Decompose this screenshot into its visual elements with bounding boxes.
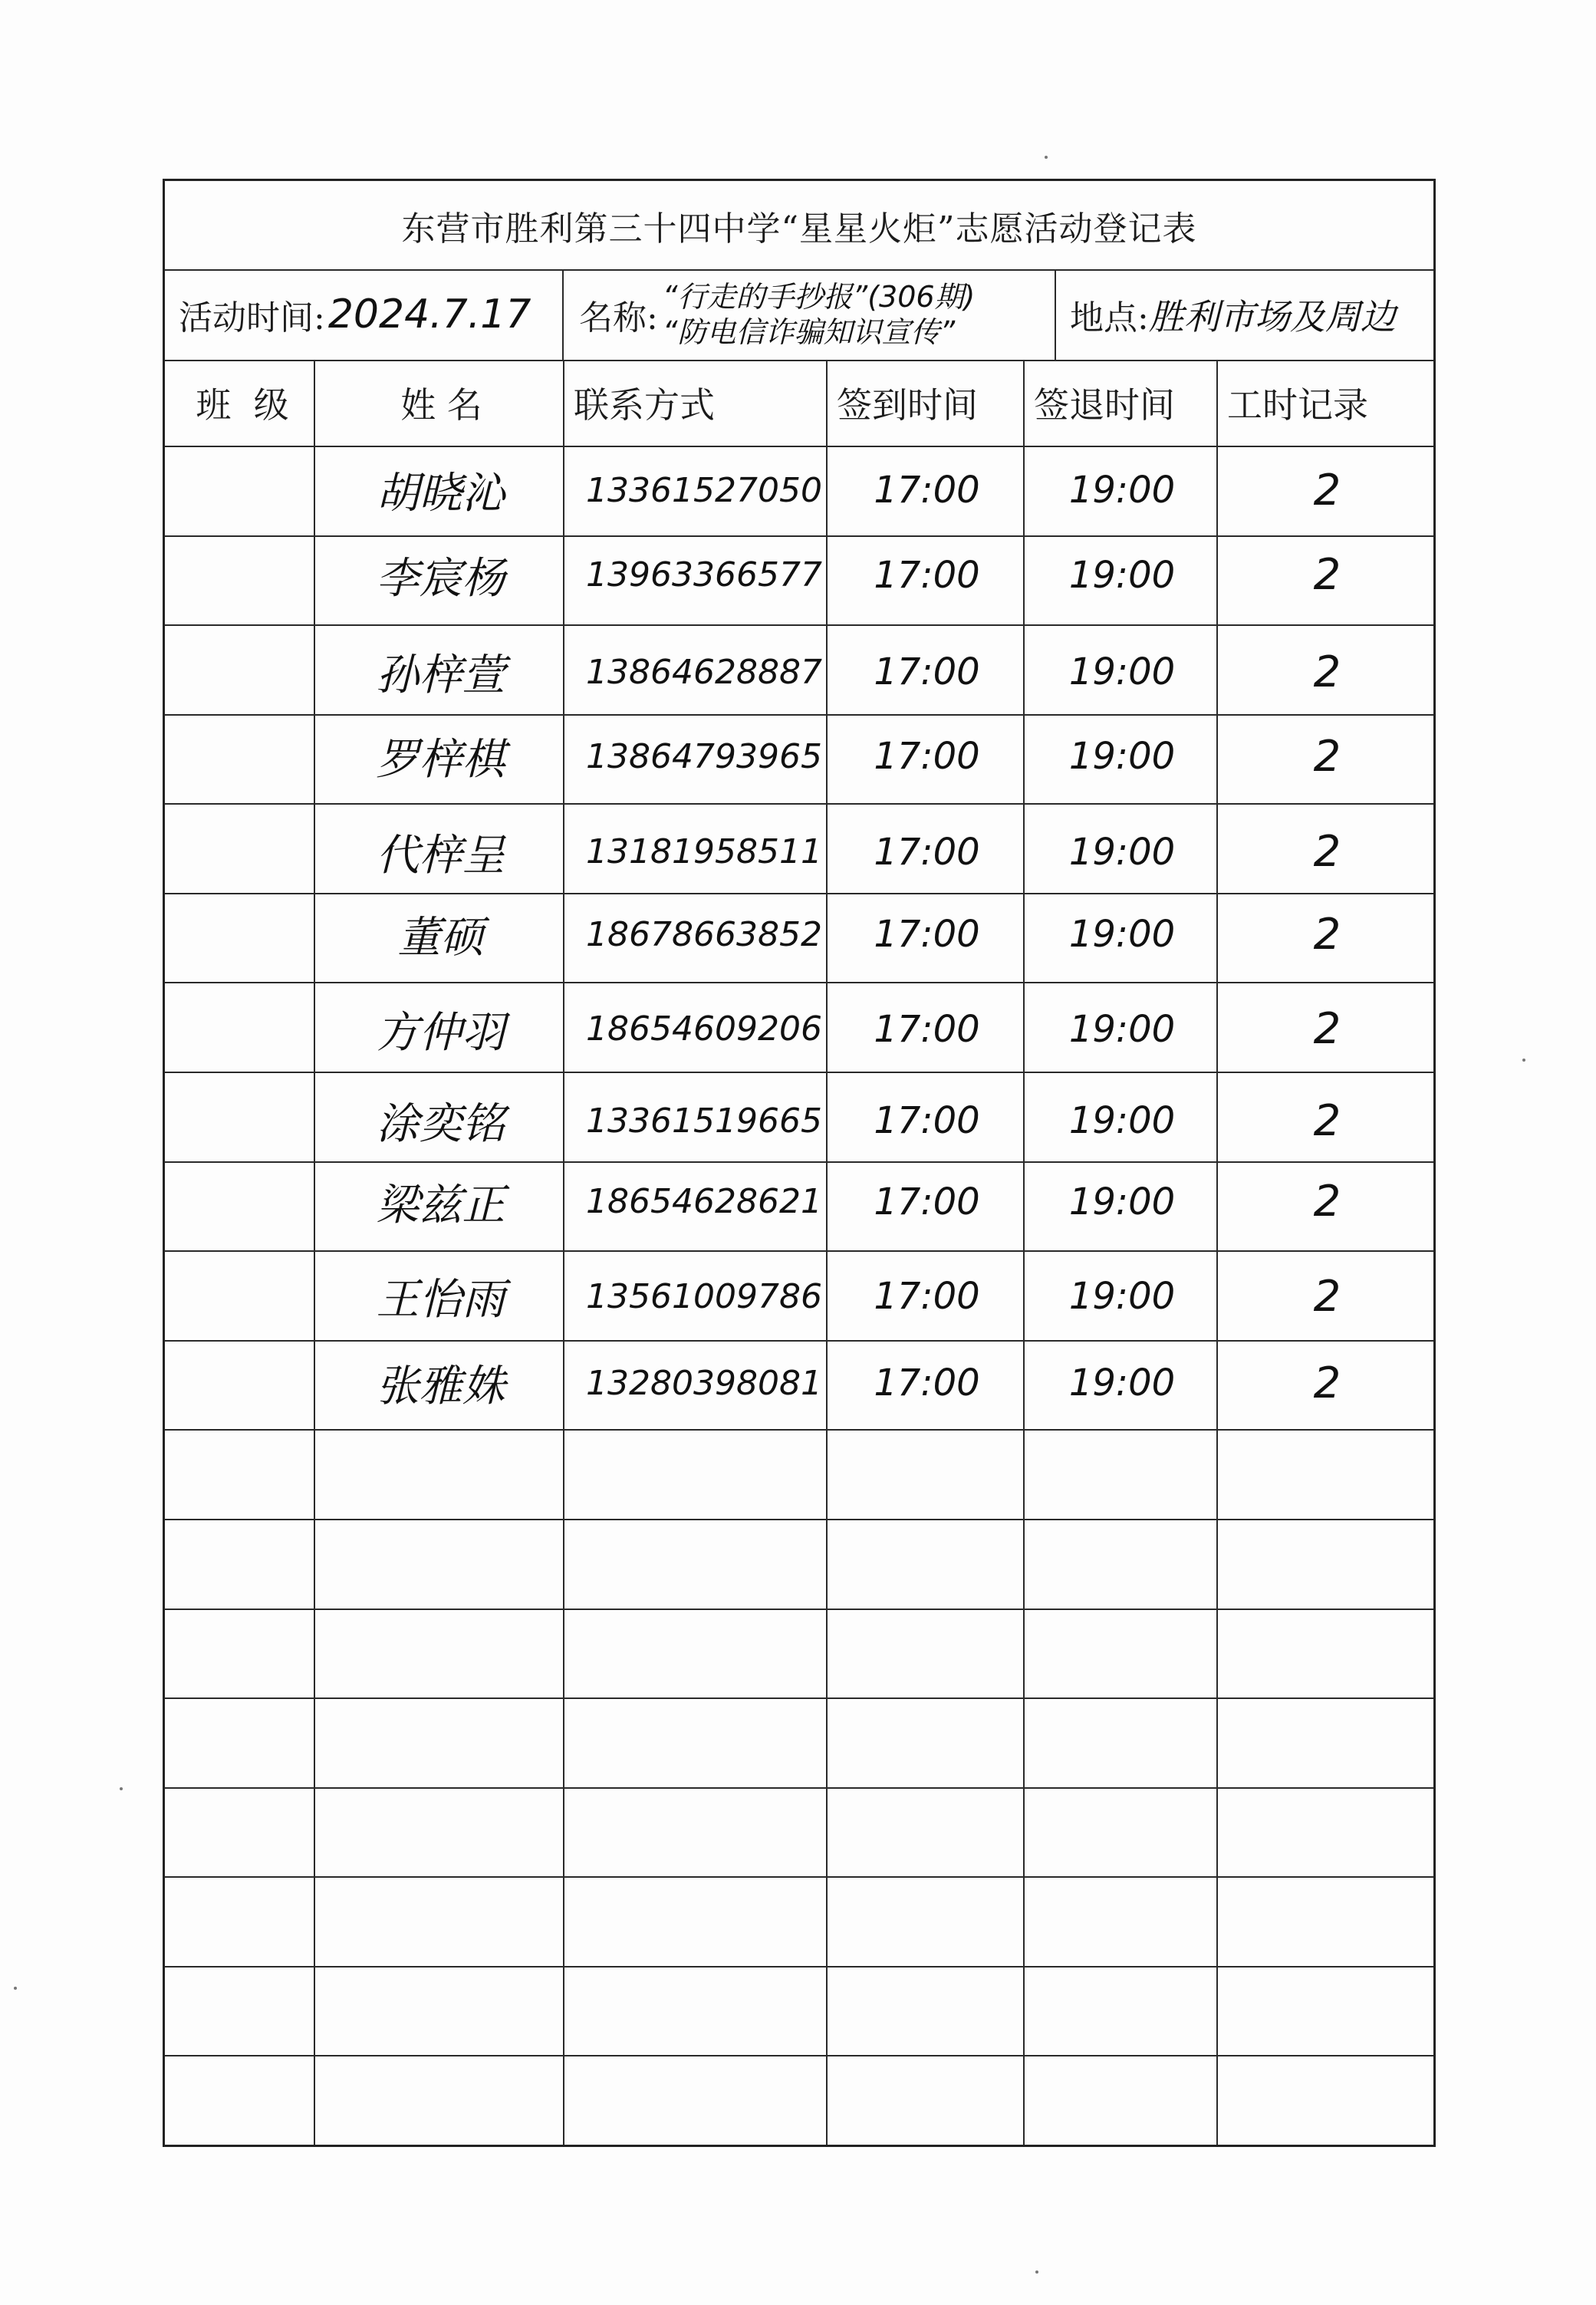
sign-out-value: 19:00 <box>1068 553 1176 597</box>
contact-cell <box>571 890 823 980</box>
class-cell <box>173 890 311 980</box>
col-sign-in-header-label: 签到时间 <box>837 384 978 426</box>
row-divider <box>165 803 1433 805</box>
sign-out-cell <box>1031 1429 1213 1519</box>
name-value: 王怡雨 <box>376 1275 505 1325</box>
sign-in-value: 17:00 <box>874 1362 980 1405</box>
activity-place-value: 胜利市场及周边 <box>1148 296 1396 338</box>
name-value: 胡晓沁 <box>376 469 505 519</box>
scan-speck <box>14 1987 17 1990</box>
activity-time-cell <box>179 269 570 360</box>
name-value: 董硕 <box>397 913 484 963</box>
contact-value: 13864628887 <box>586 652 822 692</box>
activity-place-label: 地点: <box>1070 298 1149 338</box>
sign-out-value: 19:00 <box>1068 469 1176 512</box>
hours-value: 2 <box>1313 647 1341 697</box>
contact-value: 18654609206 <box>586 1009 822 1049</box>
sign-out-value: 19:00 <box>1068 830 1176 874</box>
sign-out-cell <box>1031 984 1213 1074</box>
sign-out-value: 19:00 <box>1068 1007 1176 1051</box>
hours-cell <box>1224 712 1430 802</box>
sign-out-cell <box>1031 1791 1213 1881</box>
name-value: 孙梓萱 <box>376 650 505 701</box>
sign-in-cell <box>834 1612 1020 1701</box>
hours-cell <box>1224 627 1430 717</box>
sign-out-cell <box>1031 1968 1213 2058</box>
contact-value: 13864793965 <box>586 736 822 776</box>
sign-out-cell <box>1031 890 1213 980</box>
sign-in-cell <box>834 1873 1020 1963</box>
sign-out-cell <box>1031 1612 1213 1701</box>
contact-cell <box>571 531 823 621</box>
row-divider <box>165 1609 1433 1610</box>
row-divider <box>165 982 1433 983</box>
sign-in-cell <box>834 890 1020 980</box>
sign-in-cell <box>834 1076 1020 1166</box>
name-cell <box>321 984 560 1074</box>
class-cell <box>173 627 311 717</box>
sign-in-cell <box>834 807 1020 897</box>
col-sign-in-header <box>837 360 1018 446</box>
sign-out-cell <box>1031 1157 1213 1247</box>
sign-in-cell <box>834 1252 1020 1342</box>
contact-value: 13361519665 <box>586 1101 822 1141</box>
scan-speck <box>1045 156 1048 159</box>
name-cell <box>321 1695 560 1785</box>
sign-out-cell <box>1031 1339 1213 1428</box>
name-cell <box>321 1339 560 1428</box>
name-value: 代梓呈 <box>376 830 505 881</box>
hours-cell <box>1224 1252 1430 1342</box>
activity-name-label: 名称: <box>579 298 658 338</box>
name-cell <box>321 1429 560 1519</box>
hours-value: 2 <box>1313 1358 1341 1408</box>
sign-out-value: 19:00 <box>1068 1180 1176 1223</box>
sign-in-cell <box>834 984 1020 1074</box>
hours-cell <box>1224 1339 1430 1428</box>
name-cell <box>321 2060 560 2149</box>
col-name-header <box>324 360 558 446</box>
hours-cell <box>1224 984 1430 1074</box>
name-value: 张雅姝 <box>376 1362 505 1412</box>
sign-in-value: 17:00 <box>874 1275 980 1319</box>
sign-out-value: 19:00 <box>1068 650 1176 694</box>
class-cell <box>173 1429 311 1519</box>
name-cell <box>321 446 560 535</box>
hours-value: 2 <box>1313 1271 1341 1322</box>
name-cell <box>321 712 560 802</box>
activity-place-cell <box>1070 269 1430 360</box>
row-divider <box>165 1787 1433 1789</box>
hours-value: 2 <box>1313 1095 1341 1146</box>
contact-cell <box>571 2060 823 2149</box>
name-cell <box>321 1252 560 1342</box>
name-cell <box>321 1791 560 1881</box>
hours-value: 2 <box>1313 465 1341 515</box>
col-name-header-label: 姓 名 <box>400 384 482 426</box>
divider <box>1055 269 1056 360</box>
hours-cell <box>1224 1157 1430 1247</box>
hours-cell <box>1224 1076 1430 1166</box>
sign-in-cell <box>834 1791 1020 1881</box>
sign-out-cell <box>1031 712 1213 802</box>
sign-out-cell <box>1031 2060 1213 2149</box>
hours-cell <box>1224 807 1430 897</box>
contact-cell <box>571 712 823 802</box>
sign-out-cell <box>1031 627 1213 717</box>
class-cell <box>173 531 311 621</box>
name-cell <box>321 1514 560 1604</box>
sign-out-value: 19:00 <box>1068 913 1176 957</box>
name-cell <box>321 627 560 717</box>
sign-in-cell <box>834 446 1020 535</box>
hours-value: 2 <box>1313 731 1341 782</box>
contact-cell <box>571 1252 823 1342</box>
contact-cell <box>571 1968 823 2058</box>
col-class-header <box>176 360 309 446</box>
activity-name-line1: “行走的手抄报”(306期) <box>662 280 976 314</box>
class-cell <box>173 1873 311 1963</box>
class-cell <box>173 712 311 802</box>
row-divider <box>165 1072 1433 1073</box>
contact-cell <box>571 1514 823 1604</box>
contact-value: 13181958511 <box>586 832 822 872</box>
contact-cell <box>571 1695 823 1785</box>
sign-out-cell <box>1031 1252 1213 1342</box>
class-cell <box>173 1076 311 1166</box>
contact-cell <box>571 627 823 717</box>
sign-in-cell <box>834 1968 1020 2058</box>
name-cell <box>321 1968 560 2058</box>
sign-in-cell <box>834 1514 1020 1604</box>
sign-in-value: 17:00 <box>874 553 980 597</box>
contact-value: 13280398081 <box>586 1363 822 1403</box>
sign-in-value: 17:00 <box>874 1007 980 1051</box>
name-cell <box>321 890 560 980</box>
sign-out-value: 19:00 <box>1068 1099 1176 1143</box>
class-cell <box>173 1968 311 2058</box>
class-cell <box>173 984 311 1074</box>
hours-cell <box>1224 446 1430 535</box>
class-cell <box>173 807 311 897</box>
sign-in-value: 17:00 <box>874 1099 980 1143</box>
hours-cell <box>1224 1514 1430 1604</box>
class-cell <box>173 1791 311 1881</box>
sign-in-value: 17:00 <box>874 650 980 694</box>
row-divider <box>165 2055 1433 2056</box>
hours-cell <box>1224 1791 1430 1881</box>
registration-form <box>163 179 1436 2147</box>
sign-in-cell <box>834 2060 1020 2149</box>
hours-value: 2 <box>1313 827 1341 878</box>
name-value: 涂奕铭 <box>376 1099 505 1150</box>
sign-out-cell <box>1031 1695 1213 1785</box>
sign-in-value: 17:00 <box>874 735 980 779</box>
contact-value: 18654628621 <box>586 1182 822 1222</box>
sign-out-cell <box>1031 446 1213 535</box>
col-contact-header-label: 联系方式 <box>574 384 715 426</box>
activity-name-line2: “防电信诈骗知识宣传” <box>662 315 956 349</box>
sign-in-value: 17:00 <box>874 469 980 512</box>
class-cell <box>173 1339 311 1428</box>
hours-value: 2 <box>1313 1004 1341 1055</box>
name-cell <box>321 1612 560 1701</box>
sign-out-cell <box>1031 1076 1213 1166</box>
divider <box>562 269 564 360</box>
activity-time-value: 2024.7.17 <box>327 291 531 338</box>
row-divider <box>165 1966 1433 1967</box>
hours-value: 2 <box>1313 909 1341 960</box>
name-cell <box>321 807 560 897</box>
contact-cell <box>571 1429 823 1519</box>
form-title: 东营市胜利第三十四中学“星星火炬”志愿活动登记表 <box>401 209 1197 249</box>
sign-out-value: 19:00 <box>1068 1362 1176 1405</box>
sign-in-cell <box>834 627 1020 717</box>
contact-value: 13561009786 <box>586 1276 822 1316</box>
name-cell <box>321 531 560 621</box>
sign-out-value: 19:00 <box>1068 735 1176 779</box>
column-divider <box>1216 360 1218 2145</box>
name-value: 梁兹正 <box>376 1180 505 1230</box>
hours-cell <box>1224 1695 1430 1785</box>
class-cell <box>173 1252 311 1342</box>
col-sign-out-header <box>1034 360 1212 446</box>
scan-speck <box>1035 2270 1038 2274</box>
sign-in-value: 17:00 <box>874 830 980 874</box>
class-cell <box>173 446 311 535</box>
sign-out-cell <box>1031 807 1213 897</box>
name-value: 方仲羽 <box>376 1007 505 1058</box>
sign-in-cell <box>834 1157 1020 1247</box>
sign-in-value: 17:00 <box>874 1180 980 1223</box>
class-cell <box>173 2060 311 2149</box>
contact-value: 13963366577 <box>586 555 822 595</box>
contact-cell <box>571 1076 823 1166</box>
sign-in-value: 17:00 <box>874 913 980 957</box>
sign-in-cell <box>834 531 1020 621</box>
scan-speck <box>1522 1059 1525 1062</box>
contact-cell <box>571 446 823 535</box>
name-value: 罗梓棋 <box>376 735 505 785</box>
sign-in-cell <box>834 1429 1020 1519</box>
contact-cell <box>571 984 823 1074</box>
class-cell <box>173 1157 311 1247</box>
column-divider <box>314 360 315 2145</box>
hours-value: 2 <box>1313 1177 1341 1227</box>
form-title-cell <box>165 181 1433 269</box>
sign-out-value: 19:00 <box>1068 1275 1176 1319</box>
hours-cell <box>1224 1612 1430 1701</box>
col-class-header-label: 班 级 <box>196 384 289 426</box>
column-divider <box>563 360 564 2145</box>
column-divider <box>826 360 828 2145</box>
sign-out-cell <box>1031 531 1213 621</box>
col-sign-out-header-label: 签退时间 <box>1034 384 1175 426</box>
class-cell <box>173 1514 311 1604</box>
name-cell <box>321 1873 560 1963</box>
contact-cell <box>571 807 823 897</box>
class-cell <box>173 1695 311 1785</box>
sign-out-cell <box>1031 1873 1213 1963</box>
col-hours-header-label: 工时记录 <box>1227 384 1368 426</box>
hours-cell <box>1224 1968 1430 2058</box>
name-value: 李宸杨 <box>376 553 505 604</box>
hours-cell <box>1224 531 1430 621</box>
name-cell <box>321 1076 560 1166</box>
sign-in-cell <box>834 1695 1020 1785</box>
hours-cell <box>1224 1873 1430 1963</box>
col-contact-header <box>574 360 821 446</box>
contact-cell <box>571 1873 823 1963</box>
hours-cell <box>1224 2060 1430 2149</box>
column-divider <box>1023 360 1025 2145</box>
sign-in-cell <box>834 712 1020 802</box>
contact-cell <box>571 1791 823 1881</box>
contact-cell <box>571 1612 823 1701</box>
activity-time-label: 活动时间: <box>179 298 325 338</box>
hours-cell <box>1224 890 1430 980</box>
scan-speck <box>120 1787 123 1790</box>
contact-cell <box>571 1339 823 1428</box>
class-cell <box>173 1612 311 1701</box>
row-divider <box>165 624 1433 626</box>
contact-value: 13361527050 <box>586 470 822 510</box>
hours-value: 2 <box>1313 550 1341 601</box>
sign-out-cell <box>1031 1514 1213 1604</box>
col-hours-header <box>1227 360 1429 446</box>
contact-cell <box>571 1157 823 1247</box>
sign-in-cell <box>834 1339 1020 1428</box>
name-cell <box>321 1157 560 1247</box>
hours-cell <box>1224 1429 1430 1519</box>
contact-value: 18678663852 <box>586 914 822 954</box>
